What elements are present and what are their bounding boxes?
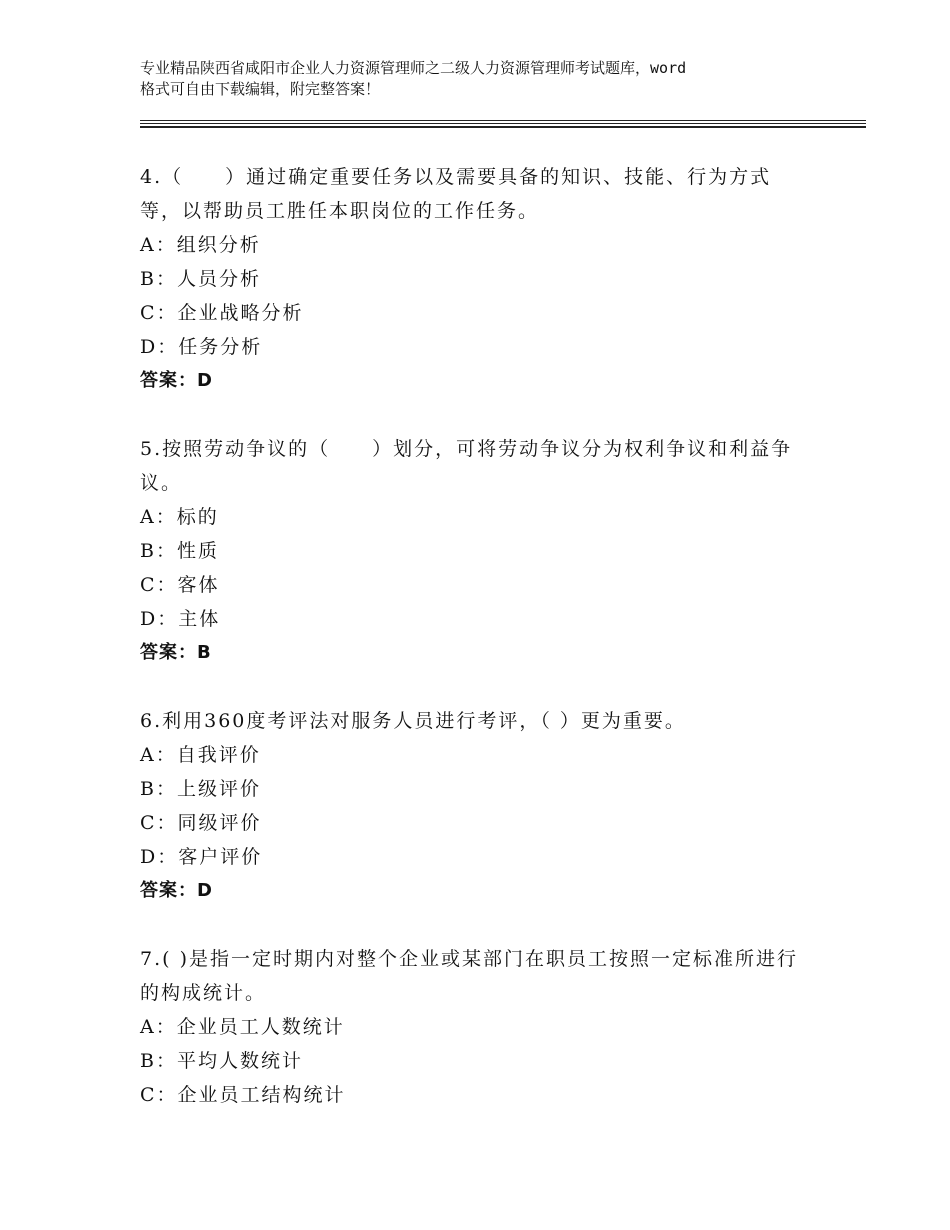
question-stem: 4.（ ）通过确定重要任务以及需要具备的知识、技能、行为方式等，以帮助员工胜任本职岗位的工作任务。 bbox=[140, 166, 772, 222]
option-b: B：性质 bbox=[140, 540, 219, 562]
option-c: C：企业员工结构统计 bbox=[140, 1084, 346, 1106]
option-d: D：任务分析 bbox=[140, 336, 263, 358]
question-stem: 5.按照劳动争议的（ ）划分，可将劳动争议分为权利争议和利益争议。 bbox=[140, 438, 793, 494]
question-stem: 6.利用360度考评法对服务人员进行考评，（ ）更为重要。 bbox=[140, 710, 686, 732]
option-a: A：企业员工人数统计 bbox=[140, 1016, 345, 1038]
option-d: D：主体 bbox=[140, 608, 221, 630]
question-4 bbox=[140, 160, 810, 398]
question-stem: 7.( )是指一定时期内对整个企业或某部门在职员工按照一定标准所进行的构成统计。 bbox=[140, 948, 798, 1004]
header-line-1: 专业精品陕西省咸阳市企业人力资源管理师之二级人力资源管理师考试题库，word bbox=[140, 59, 687, 77]
answer: 答案：D bbox=[140, 370, 213, 391]
option-c: C：同级评价 bbox=[140, 812, 262, 834]
option-c: C：企业战略分析 bbox=[140, 302, 304, 324]
header-line-2: 格式可自由下载编辑，附完整答案！ bbox=[140, 80, 381, 98]
document-header bbox=[140, 58, 830, 100]
header-divider bbox=[140, 120, 866, 121]
question-5 bbox=[140, 432, 810, 670]
answer: 答案：B bbox=[140, 642, 212, 663]
option-b: B：平均人数统计 bbox=[140, 1050, 303, 1072]
option-b: B：人员分析 bbox=[140, 268, 261, 290]
question-7 bbox=[140, 942, 810, 1112]
question-6 bbox=[140, 704, 810, 908]
question-list bbox=[140, 160, 810, 1112]
option-c: C：客体 bbox=[140, 574, 220, 596]
header-divider bbox=[140, 126, 866, 128]
header-divider bbox=[140, 123, 866, 124]
answer: 答案：D bbox=[140, 880, 213, 901]
option-a: A：组织分析 bbox=[140, 234, 261, 256]
option-d: D：客户评价 bbox=[140, 846, 263, 868]
option-a: A：自我评价 bbox=[140, 744, 261, 766]
option-a: A：标的 bbox=[140, 506, 219, 528]
option-b: B：上级评价 bbox=[140, 778, 261, 800]
